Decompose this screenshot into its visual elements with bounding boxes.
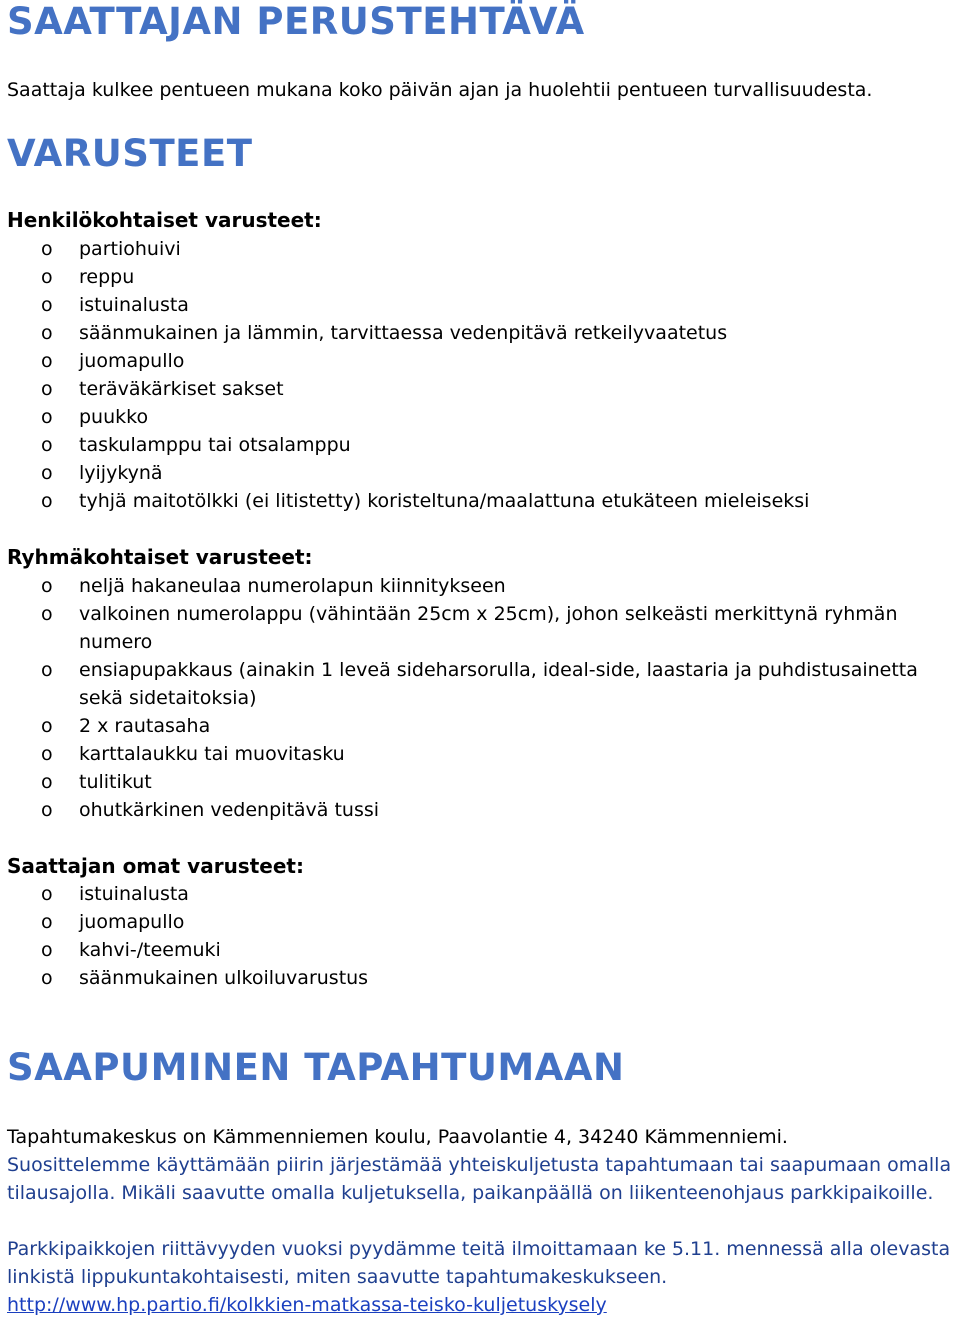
bullet-icon: o <box>41 743 53 765</box>
list-item <box>0 403 955 431</box>
group-equipment-list <box>0 572 955 824</box>
personal-equipment-heading: Henkilökohtaiset varusteet: <box>7 208 322 232</box>
bullet-icon: o <box>41 378 53 400</box>
registration-link-line <box>7 1291 607 1319</box>
list-item-label: istuinalusta <box>79 883 189 905</box>
list-item <box>0 936 955 964</box>
personal-equipment-list <box>0 235 955 515</box>
list-item-label: ohutkärkinen vedenpitävä tussi <box>79 799 380 821</box>
list-item <box>0 487 955 515</box>
bullet-icon: o <box>41 294 53 316</box>
list-item <box>0 796 955 824</box>
list-item <box>0 431 955 459</box>
list-item-label: lyijykynä <box>79 462 163 484</box>
bullet-icon: o <box>41 603 53 625</box>
bullet-icon: o <box>41 322 53 344</box>
arrival-heading: SAAPUMINEN TAPAHTUMAAN <box>7 1046 625 1089</box>
list-item-label: teräväkärkiset sakset <box>79 378 284 400</box>
list-item-label: juomapullo <box>79 911 185 933</box>
group-equipment-heading: Ryhmäkohtaiset varusteet: <box>7 545 313 569</box>
bullet-icon: o <box>41 771 53 793</box>
list-item <box>0 319 955 347</box>
list-item <box>0 740 955 768</box>
list-item-label: reppu <box>79 266 135 288</box>
bullet-icon: o <box>41 967 53 989</box>
list-item-label: säänmukainen ulkoiluvarustus <box>79 967 369 989</box>
list-item <box>0 880 955 908</box>
bullet-icon: o <box>41 715 53 737</box>
list-item-label: valkoinen numerolappu (vähintään 25cm x 25cm), johon selkeästi merkittynä ryhmän numero <box>79 603 898 653</box>
list-item-label: istuinalusta <box>79 294 189 316</box>
list-item-label: ensiapupakkaus (ainakin 1 leveä sideharsorulla, ideal-side, laastaria ja puhdistusainetta sekä sidetaitoksia) <box>79 659 918 709</box>
list-item <box>0 600 955 656</box>
list-item <box>0 572 955 600</box>
escort-equipment-heading: Saattajan omat varusteet: <box>7 854 304 878</box>
list-item <box>0 712 955 740</box>
bullet-icon: o <box>41 266 53 288</box>
list-item-label: tulitikut <box>79 771 152 793</box>
bullet-icon: o <box>41 406 53 428</box>
list-item-label: karttalaukku tai muovitasku <box>79 743 345 765</box>
equipment-heading: VARUSTEET <box>7 132 253 175</box>
escort-equipment-list <box>0 880 955 992</box>
list-item <box>0 908 955 936</box>
bullet-icon: o <box>41 883 53 905</box>
list-item-label: tyhjä maitotölkki (ei litistetty) koristeltuna/maalattuna etukäteen mieleiseksi <box>79 490 810 512</box>
list-item <box>0 291 955 319</box>
list-item-label: taskulamppu tai otsalamppu <box>79 434 351 456</box>
bullet-icon: o <box>41 238 53 260</box>
parking-text-line-1: Parkkipaikkojen riittävyyden vuoksi pyydämme teitä ilmoittamaan ke 5.11. mennessä alla olevasta <box>7 1238 951 1260</box>
arrival-text-line-2: Suosittelemme käyttämään piirin järjestämää yhteiskuljetusta tapahtumaan tai saapumaan omalla <box>7 1154 952 1176</box>
bullet-icon: o <box>41 490 53 512</box>
registration-link[interactable]: http://www.hp.partio.fi/kolkkien-matkassa-teisko-kuljetuskysely <box>7 1294 607 1316</box>
duty-heading: SAATTAJAN PERUSTEHTÄVÄ <box>7 0 585 43</box>
list-item-label: neljä hakaneulaa numerolapun kiinnitykseen <box>79 575 506 597</box>
bullet-icon: o <box>41 911 53 933</box>
bullet-icon: o <box>41 462 53 484</box>
bullet-icon: o <box>41 575 53 597</box>
list-item-label: partiohuivi <box>79 238 181 260</box>
list-item <box>0 263 955 291</box>
list-item-label: kahvi-/teemuki <box>79 939 221 961</box>
list-item <box>0 347 955 375</box>
list-item-label: juomapullo <box>79 350 185 372</box>
list-item-label: puukko <box>79 406 149 428</box>
list-item <box>0 768 955 796</box>
bullet-icon: o <box>41 939 53 961</box>
bullet-icon: o <box>41 350 53 372</box>
list-item-label: säänmukainen ja lämmin, tarvittaessa vedenpitävä retkeilyvaatetus <box>79 322 728 344</box>
list-item <box>0 235 955 263</box>
arrival-text-line-3: tilausajolla. Mikäli saavutte omalla kuljetuksella, paikanpäällä on liikenteenohjaus parkkipaikoille. <box>7 1182 934 1204</box>
arrival-text-line-1: Tapahtumakeskus on Kämmenniemen koulu, Paavolantie 4, 34240 Kämmenniemi. <box>7 1126 788 1148</box>
duty-text: Saattaja kulkee pentueen mukana koko päivän ajan ja huolehtii pentueen turvallisuudesta. <box>7 79 873 101</box>
list-item-label: 2 x rautasaha <box>79 715 211 737</box>
bullet-icon: o <box>41 799 53 821</box>
list-item <box>0 964 955 992</box>
bullet-icon: o <box>41 434 53 456</box>
list-item <box>0 656 955 712</box>
list-item <box>0 459 955 487</box>
parking-text-line-2: linkistä lippukuntakohtaisesti, miten saavutte tapahtumakeskukseen. <box>7 1266 668 1288</box>
bullet-icon: o <box>41 659 53 681</box>
list-item <box>0 375 955 403</box>
